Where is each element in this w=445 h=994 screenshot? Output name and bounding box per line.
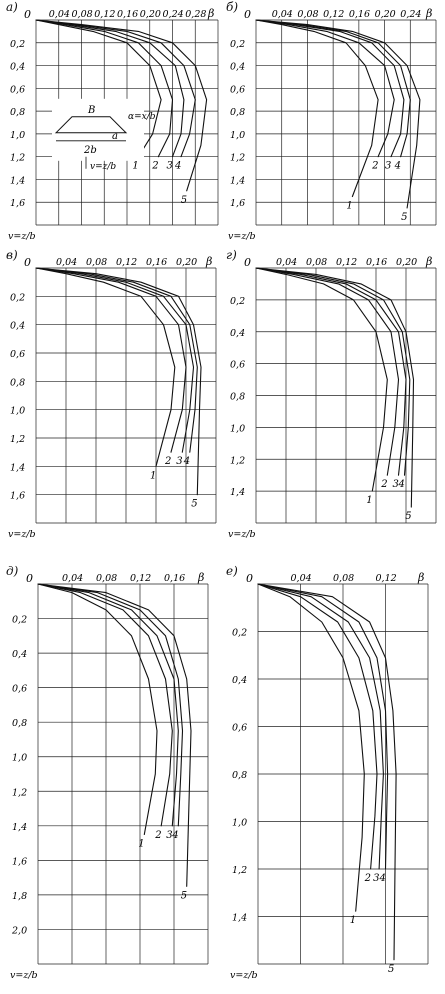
y-tick-label: 0,2	[10, 38, 26, 50]
y-axis-label: v=z/b	[228, 231, 256, 242]
panel-label: д)	[6, 564, 19, 578]
y-tick-label: 0,4	[230, 327, 246, 339]
y-tick-label: 0,8	[232, 770, 248, 781]
y-axis-label: v=z/b	[228, 529, 256, 540]
x-tick-label: 0,04	[276, 257, 298, 268]
x-tick-label: 0,04	[290, 573, 312, 584]
curve-label: 1	[150, 470, 157, 482]
chart-svg	[8, 256, 234, 553]
y-tick-label: 1,0	[232, 817, 248, 829]
curve-label: 3	[166, 829, 173, 841]
series-3-line	[38, 584, 178, 826]
origin-label: 0	[24, 256, 31, 269]
y-tick-label: 0,8	[10, 377, 26, 389]
x-tick-label: 0,12	[323, 9, 345, 20]
panel-f	[226, 564, 445, 994]
curve-label: 2	[381, 479, 388, 491]
panel-c	[6, 248, 234, 553]
x-tick-label: 0,04	[56, 257, 78, 268]
chart-svg	[228, 572, 445, 994]
x-tick-label: 0,12	[130, 573, 152, 584]
curve-label: 5	[405, 511, 412, 523]
curve-label: 5	[388, 963, 395, 975]
chart-svg	[228, 256, 445, 553]
x-tick-label: 0,20	[176, 257, 198, 268]
panel-label: е)	[226, 564, 238, 578]
curve-label: 3	[373, 873, 380, 884]
x-tick-label: 0,12	[94, 9, 116, 20]
y-tick-label: 1,6	[10, 490, 26, 502]
y-tick-label: 1,6	[230, 198, 246, 210]
chart-svg	[228, 8, 445, 255]
x-axis-label: β	[206, 255, 213, 268]
y-tick-label: 0,2	[10, 292, 26, 304]
y-axis-label: v=z/b	[8, 231, 36, 242]
y-axis-label: v=z/b	[8, 529, 36, 540]
curve-label: 3	[392, 479, 399, 491]
series-2-line	[256, 268, 399, 475]
origin-label: 0	[246, 572, 253, 585]
series-3-line	[256, 268, 406, 475]
y-tick-label: 1,0	[10, 129, 26, 141]
y-axis-label: v=z/b	[230, 970, 258, 981]
x-tick-label: 0,08	[297, 9, 319, 20]
inset-label: v=z/b	[90, 161, 117, 172]
y-tick-label: 1,0	[230, 423, 246, 435]
curve-label: 2	[372, 160, 379, 172]
panel-label: a)	[6, 0, 18, 14]
curve-label: 4	[398, 479, 405, 491]
x-axis-label: β	[208, 7, 215, 20]
y-tick-label: 0,6	[230, 84, 246, 96]
y-tick-label: 1,2	[230, 152, 246, 164]
y-tick-label: 0,4	[10, 61, 26, 73]
y-tick-label: 1,4	[10, 175, 26, 187]
x-tick-label: 0,08	[96, 573, 118, 584]
series-4-line	[38, 584, 183, 826]
series-1-line	[38, 584, 157, 835]
inset-diagram	[52, 99, 159, 172]
x-tick-label: 0,24	[162, 9, 184, 20]
curve-label: 2	[152, 160, 159, 172]
y-tick-label: 0,2	[12, 614, 28, 626]
x-tick-label: 0,20	[374, 9, 396, 20]
curve-label: 4	[175, 160, 182, 172]
y-tick-label: 2,0	[12, 925, 28, 937]
y-tick-label: 0,6	[232, 722, 248, 734]
x-tick-label: 0,12	[375, 573, 397, 584]
curve-label: 1	[138, 838, 145, 850]
y-tick-label: 0,6	[12, 683, 28, 695]
y-tick-label: 1,2	[10, 152, 26, 164]
curve-label: 1	[366, 495, 373, 507]
inset-label: a	[112, 130, 118, 142]
inset-label: α=x/b	[128, 111, 156, 122]
x-axis-label: β	[426, 255, 433, 268]
series-2-line	[36, 268, 186, 452]
y-tick-label: 1,2	[12, 787, 28, 799]
x-tick-label: 0,16	[146, 257, 168, 268]
chart-svg	[8, 8, 236, 255]
x-axis-label: β	[198, 571, 205, 584]
origin-label: 0	[244, 8, 251, 21]
panel-label: б)	[226, 0, 239, 14]
curve-label: 1	[349, 915, 357, 927]
x-tick-label: 0,08	[71, 9, 93, 20]
y-tick-label: 0,2	[230, 38, 246, 50]
y-tick-label: 1,4	[10, 462, 26, 474]
x-tick-label: 0,08	[333, 573, 355, 584]
panel-a	[6, 0, 236, 255]
curve-label: 5	[180, 890, 188, 902]
y-tick-label: 1,0	[12, 752, 28, 764]
series-1-line	[258, 584, 364, 911]
y-axis-label: v=z/b	[10, 970, 38, 981]
curve-label: 5	[191, 498, 198, 510]
panel-b	[226, 0, 445, 255]
curve-label: 5	[401, 211, 408, 223]
curve-label: 2	[364, 873, 371, 884]
y-tick-label: 1,6	[10, 198, 26, 210]
curve-label: 4	[183, 456, 191, 468]
panel-d	[226, 248, 445, 553]
y-tick-label: 1,0	[10, 405, 26, 417]
curve-label: 2	[165, 456, 172, 468]
curve-label: 1	[346, 200, 353, 212]
curve-label: 3	[385, 160, 392, 172]
y-tick-label: 0,8	[10, 107, 26, 119]
inset-label: 2b	[84, 144, 97, 156]
x-tick-label: 0,16	[164, 573, 186, 584]
panel-label: г)	[226, 248, 237, 262]
curve-label: 4	[172, 829, 179, 841]
curve-label: 3	[166, 160, 173, 172]
y-tick-label: 1,4	[230, 487, 246, 499]
series-1-line	[256, 268, 387, 491]
x-tick-label: 0,16	[348, 9, 371, 20]
x-tick-label: 0,16	[117, 9, 139, 20]
x-tick-label: 0,28	[185, 9, 207, 20]
series-1-line	[256, 20, 378, 197]
x-tick-label: 0,08	[86, 257, 108, 268]
x-tick-label: 0,24	[400, 9, 422, 20]
x-tick-label: 0,16	[366, 257, 388, 268]
curve-label: 4	[379, 873, 386, 884]
y-tick-label: 1,2	[10, 434, 26, 445]
y-tick-label: 0,8	[230, 391, 246, 403]
origin-label: 0	[24, 8, 31, 21]
origin-label: 0	[244, 256, 251, 269]
y-tick-label: 1,4	[232, 912, 248, 924]
x-axis-label: β	[426, 7, 433, 20]
y-tick-label: 0,6	[10, 84, 26, 96]
curve-label: 4	[394, 160, 402, 172]
curve-label: 5	[180, 194, 188, 206]
y-tick-label: 0,6	[10, 349, 26, 360]
y-tick-label: 1,2	[232, 865, 248, 876]
panel-e	[6, 564, 226, 994]
x-tick-label: 0,20	[396, 257, 418, 268]
series-1-line	[36, 268, 175, 466]
y-tick-label: 0,2	[232, 627, 248, 639]
x-tick-label: 0,12	[116, 257, 138, 268]
y-tick-label: 1,4	[12, 821, 28, 833]
x-tick-label: 0,04	[48, 9, 70, 20]
y-tick-label: 0,8	[230, 107, 246, 119]
y-tick-label: 1,2	[230, 455, 246, 467]
x-tick-label: 0,04	[62, 573, 84, 584]
curve-label: 1	[132, 160, 139, 172]
y-tick-label: 0,2	[230, 295, 246, 307]
y-tick-label: 1,6	[12, 856, 28, 868]
x-tick-label: 0,04	[271, 9, 293, 20]
y-tick-label: 1,4	[230, 175, 246, 187]
curve-label: 3	[176, 456, 183, 468]
y-tick-label: 0,4	[232, 675, 248, 686]
y-tick-label: 1,8	[12, 890, 28, 902]
panel-label: в)	[6, 248, 18, 262]
series-5-line	[256, 268, 414, 507]
series-4-line	[256, 268, 410, 475]
y-tick-label: 0,4	[230, 61, 246, 73]
inset-label: B	[88, 104, 96, 116]
x-tick-label: 0,12	[336, 257, 358, 268]
y-tick-label: 0,4	[10, 320, 26, 332]
y-tick-label: 1,0	[230, 129, 246, 141]
origin-label: 0	[26, 572, 33, 585]
x-tick-label: 0,08	[306, 257, 328, 268]
series-5-line	[38, 584, 191, 886]
curve-label: 2	[155, 829, 162, 841]
y-tick-label: 0,8	[12, 718, 28, 730]
series-5-line	[258, 584, 396, 960]
y-tick-label: 0,6	[230, 359, 246, 371]
chart-svg	[8, 572, 226, 994]
x-tick-label: 0,20	[139, 9, 161, 20]
y-tick-label: 0,4	[12, 649, 28, 661]
x-axis-label: β	[418, 571, 425, 584]
